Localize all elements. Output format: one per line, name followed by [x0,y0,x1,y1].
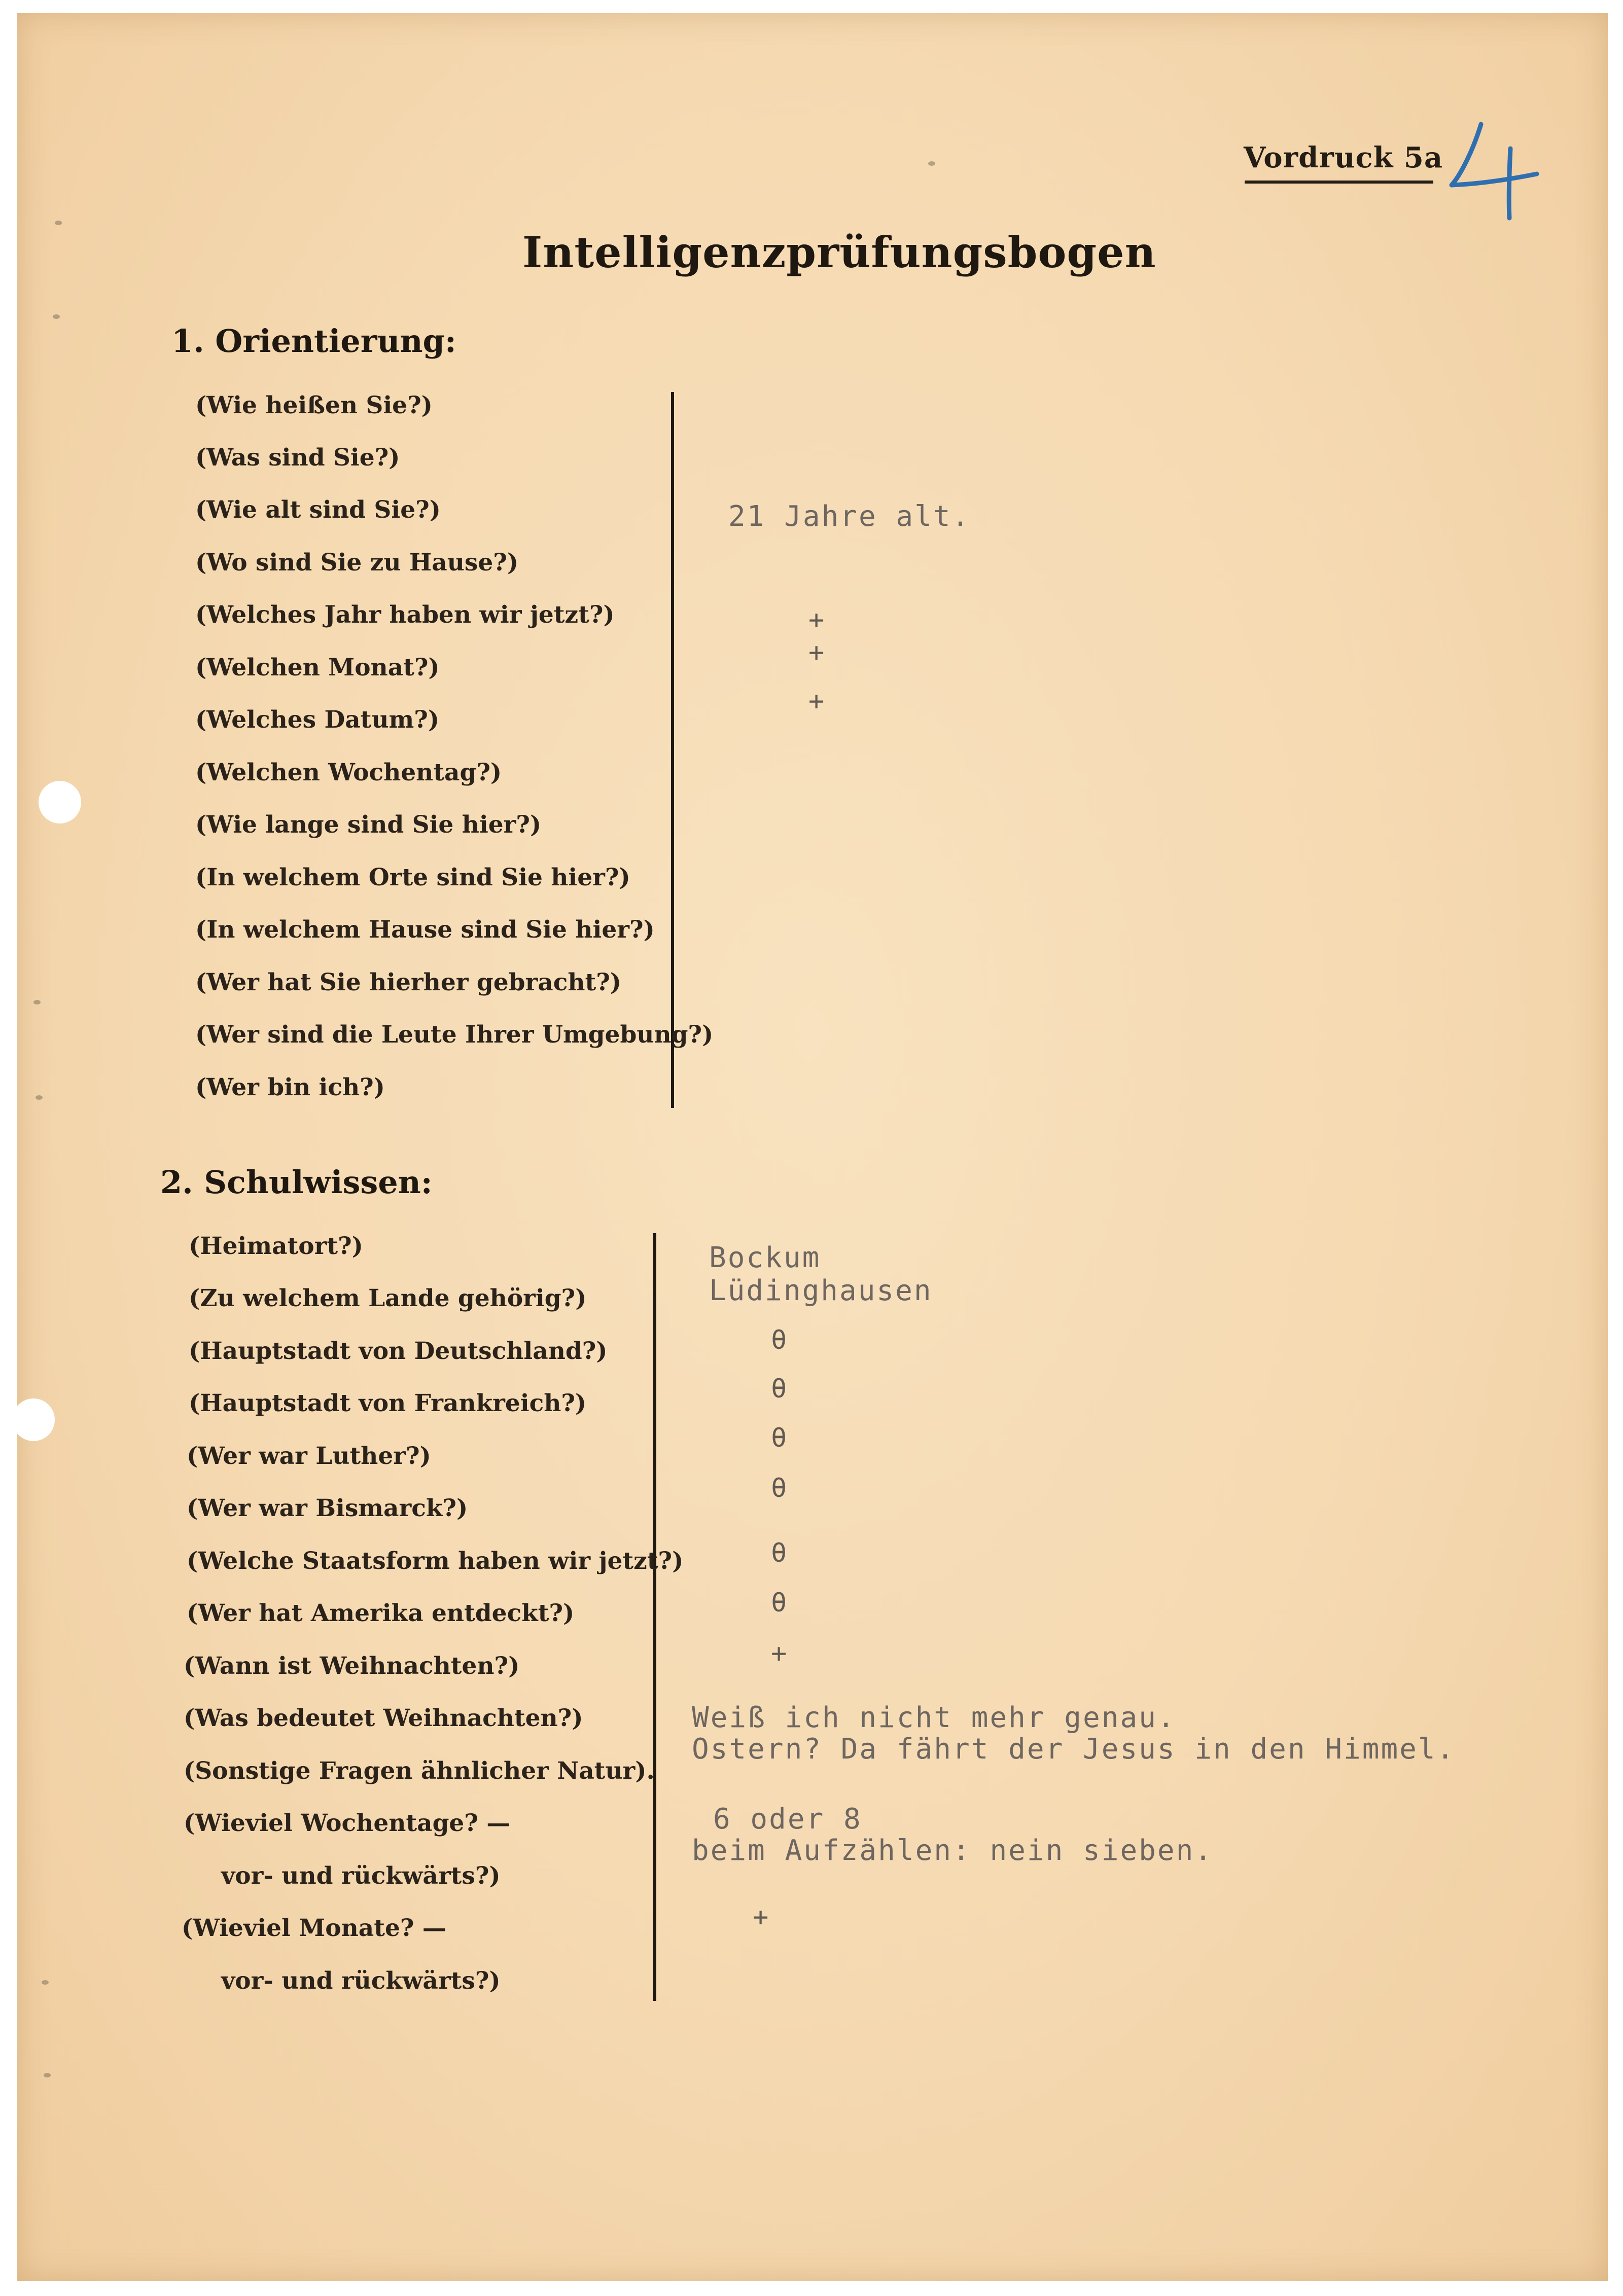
question-month: (Welchen Monat?) [195,654,440,681]
question-capital-germany: (Hauptstadt von Deutschland?) [189,1337,608,1365]
question-who-am-i: (Wer bin ich?) [195,1073,385,1101]
answer-christmas-line-2: Ostern? Da fährt der Jesus in den Himmel. [692,1733,1456,1766]
form-title: Intelligenzprüfungsbogen [522,227,1156,277]
paper-speck [33,1000,41,1005]
question-state: (Zu welchem Lande gehörig?) [189,1284,587,1312]
answer-weekdays-line-2: beim Aufzählen: nein sieben. [692,1834,1214,1867]
question-duration: (Wie lange sind Sie hier?) [195,811,542,839]
question-surroundings: (Wer sind die Leute Ihrer Umgebung?) [195,1021,714,1049]
question-form-of-state: (Welche Staatsform haben wir jetzt?) [187,1547,684,1575]
question-weekdays-count: (Wieviel Wochentage? — [184,1809,511,1837]
punch-hole-upper [39,781,81,823]
paper-speck [36,1095,43,1100]
question-occupation: (Was sind Sie?) [195,444,400,472]
answer-christmas-line-1: Weiß ich nicht mehr genau. [692,1701,1176,1734]
answer-mark-bismarck: θ [771,1473,787,1503]
section-heading-orientierung: 1. Orientierung: [171,322,456,360]
answer-mark-america: θ [771,1588,787,1618]
question-christmas-when: (Wann ist Weihnachten?) [184,1652,520,1680]
question-capital-france: (Hauptstadt von Frankreich?) [189,1389,587,1417]
question-weekdays-direction: vor- und rückwärts?) [221,1862,501,1890]
answer-mark-form-of-state: θ [771,1538,787,1568]
paper-speck [928,161,935,166]
paper-speck [44,2073,51,2077]
answer-mark-year: + [808,605,825,635]
question-months-direction: vor- und rückwärts?) [221,1967,501,1995]
question-age: (Wie alt sind Sie?) [195,496,441,524]
question-christmas-meaning: (Was bedeutet Weihnachten?) [184,1704,583,1732]
paper-speck [42,1980,49,1985]
question-date: (Welches Datum?) [195,706,440,734]
punch-hole-lower [12,1398,55,1441]
answer-state: Lüdinghausen [709,1274,933,1307]
answer-weekdays-line-1: 6 oder 8 [713,1803,862,1836]
question-months-count: (Wieviel Monate? — [182,1914,446,1942]
answer-mark-capital-germany: θ [771,1325,787,1355]
question-weekday: (Welchen Wochentag?) [195,759,502,786]
answer-mark-capital-france: θ [771,1374,787,1404]
question-america: (Wer hat Amerika entdeckt?) [187,1599,575,1627]
question-place: (In welchem Orte sind Sie hier?) [195,864,630,891]
column-divider-section-2 [653,1233,656,2001]
question-hometown: (Heimatort?) [189,1232,363,1260]
question-name: (Wie heißen Sie?) [195,391,433,419]
column-divider-section-1 [671,392,674,1108]
question-other: (Sonstige Fragen ähnlicher Natur). [184,1757,655,1785]
question-luther: (Wer war Luther?) [187,1442,431,1470]
section-heading-schulwissen: 2. Schulwissen: [160,1164,433,1201]
answer-age: 21 Jahre alt. [728,500,971,533]
paper-speck [55,221,62,225]
question-brought-by: (Wer hat Sie hierher gebracht?) [195,968,621,996]
question-home: (Wo sind Sie zu Hause?) [195,549,519,577]
answer-mark-month: + [808,637,825,668]
paper-speck [53,314,60,319]
answer-mark-luther: θ [771,1423,787,1453]
answer-mark-months: + [753,1902,769,1932]
form-number-underline [1245,181,1433,184]
question-year: (Welches Jahr haben wir jetzt?) [195,601,615,629]
handwritten-page-number [1445,119,1542,221]
answer-mark-date: + [808,686,825,716]
question-building: (In welchem Hause sind Sie hier?) [195,916,655,944]
form-number: Vordruck 5a [1244,141,1443,174]
answer-hometown: Bockum [709,1241,821,1274]
answer-mark-christmas-when: + [771,1638,787,1669]
question-bismarck: (Wer war Bismarck?) [187,1494,468,1522]
